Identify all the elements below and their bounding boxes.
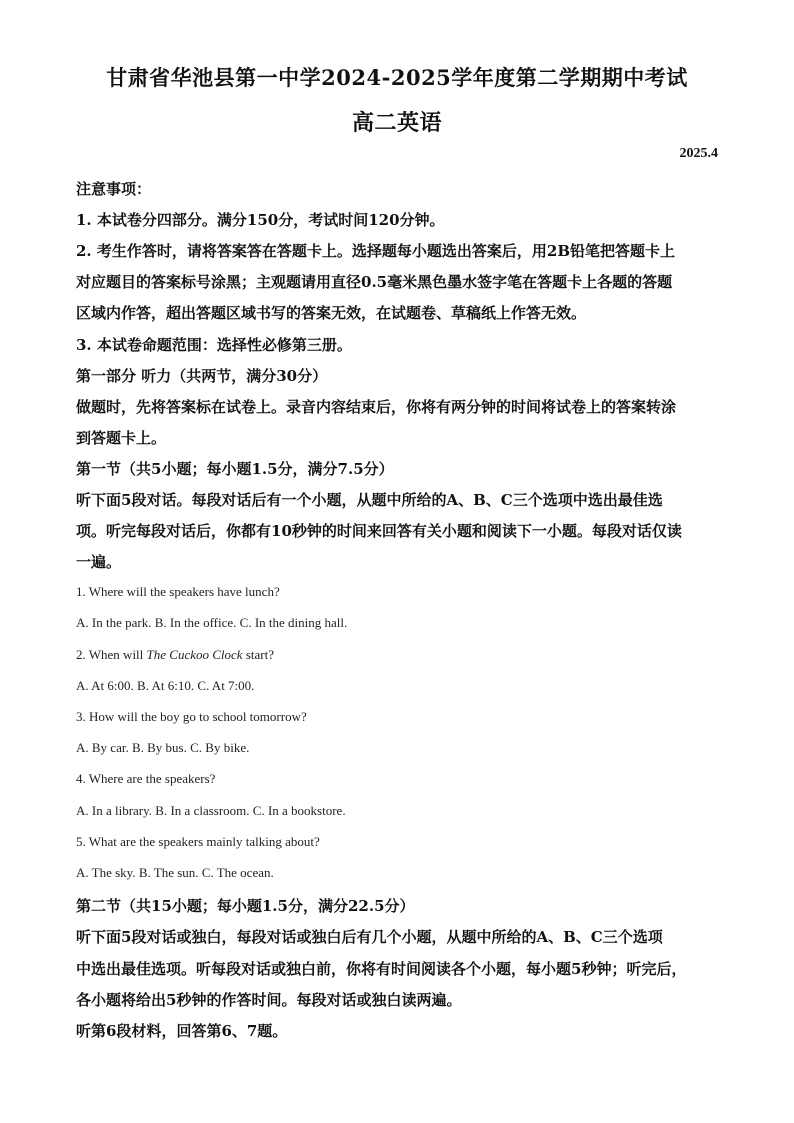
notice-item: 区域内作答，超出答题区域书写的答案无效，在试题卷、草稿纸上作答无效。 [76, 304, 587, 322]
notice-item: 1. 本试卷分四部分。满分150分，考试时间120分钟。 [76, 211, 445, 229]
exam-subtitle: 高二英语 [351, 110, 442, 136]
question-5: 5. What are the speakers mainly talking about? [76, 834, 320, 849]
exam-date: 2025.4 [679, 146, 718, 161]
part1-instruction: 做题时，先将答案标在试卷上。录音内容结束后，你将有两分钟的时间将试卷上的答案转涂 [76, 398, 677, 416]
section1-instruction: 项。听完每段对话后，你都有10秒钟的时间来回答有关小题和阅读下一小题。每段对话仅读 [76, 522, 682, 540]
question-5-options: A. The sky. B. The sun. C. The ocean. [76, 865, 274, 880]
question-2-text: 2. When will [76, 647, 147, 662]
notice-heading: 注意事项： [76, 180, 152, 198]
question-3: 3. How will the boy go to school tomorrow? [76, 709, 307, 724]
part1-heading: 第一部分 听力（共两节，满分30分） [76, 367, 328, 385]
section1-instruction: 一遍。 [76, 553, 122, 571]
section2-instruction: 中选出最佳选项。听每段对话或独白前，你将有时间阅读各个小题，每小题5秒钟；听完后， [76, 960, 687, 978]
question-4: 4. Where are the speakers? [76, 771, 216, 786]
question-1-options: A. In the park. B. In the office. C. In the dining hall. [76, 615, 348, 630]
notice-item: 3. 本试卷命题范围：选择性必修第三册。 [76, 336, 352, 354]
material-instruction: 听第6段材料，回答第6、7题。 [76, 1022, 288, 1040]
question-4-options: A. In a library. B. In a classroom. C. In a bookstore. [76, 803, 346, 818]
question-2-options: A. At 6:00. B. At 6:10. C. At 7:00. [76, 678, 255, 693]
question-3-options: A. By car. B. By bus. C. By bike. [76, 740, 250, 755]
section2-heading: 第二节（共15小题；每小题1.5分，满分22.5分） [76, 897, 415, 915]
question-2-text-end: start? [242, 647, 274, 662]
section1-heading: 第一节（共5小题；每小题1.5分，满分7.5分） [76, 460, 394, 478]
section2-instruction: 听下面5段对话或独白，每段对话或独白后有几个小题，从题中所给的A、B、C三个选项 [76, 928, 663, 946]
exam-title: 甘肃省华池县第一中学2024-2025学年度第二学期期中考试 [106, 65, 688, 90]
question-1: 1. Where will the speakers have lunch? [76, 584, 280, 599]
notice-item: 对应题目的答案标号涂黑；主观题请用直径0.5毫米黑色墨水签字笔在答题卡上各题的答题 [76, 273, 673, 291]
part1-instruction: 到答题卡上。 [76, 429, 167, 447]
notice-item: 2. 考生作答时，请将答案答在答题卡上。选择题每小题选出答案后，用2B铅笔把答题卡上 [76, 242, 676, 260]
section2-instruction: 各小题将给出5秒钟的作答时间。每段对话或独白读两遍。 [76, 991, 462, 1009]
question-2 [76, 647, 726, 663]
program-title: The Cuckoo Clock [146, 647, 243, 662]
section1-instruction: 听下面5段对话。每段对话后有一个小题，从题中所给的A、B、C三个选项中选出最佳选 [76, 491, 663, 509]
